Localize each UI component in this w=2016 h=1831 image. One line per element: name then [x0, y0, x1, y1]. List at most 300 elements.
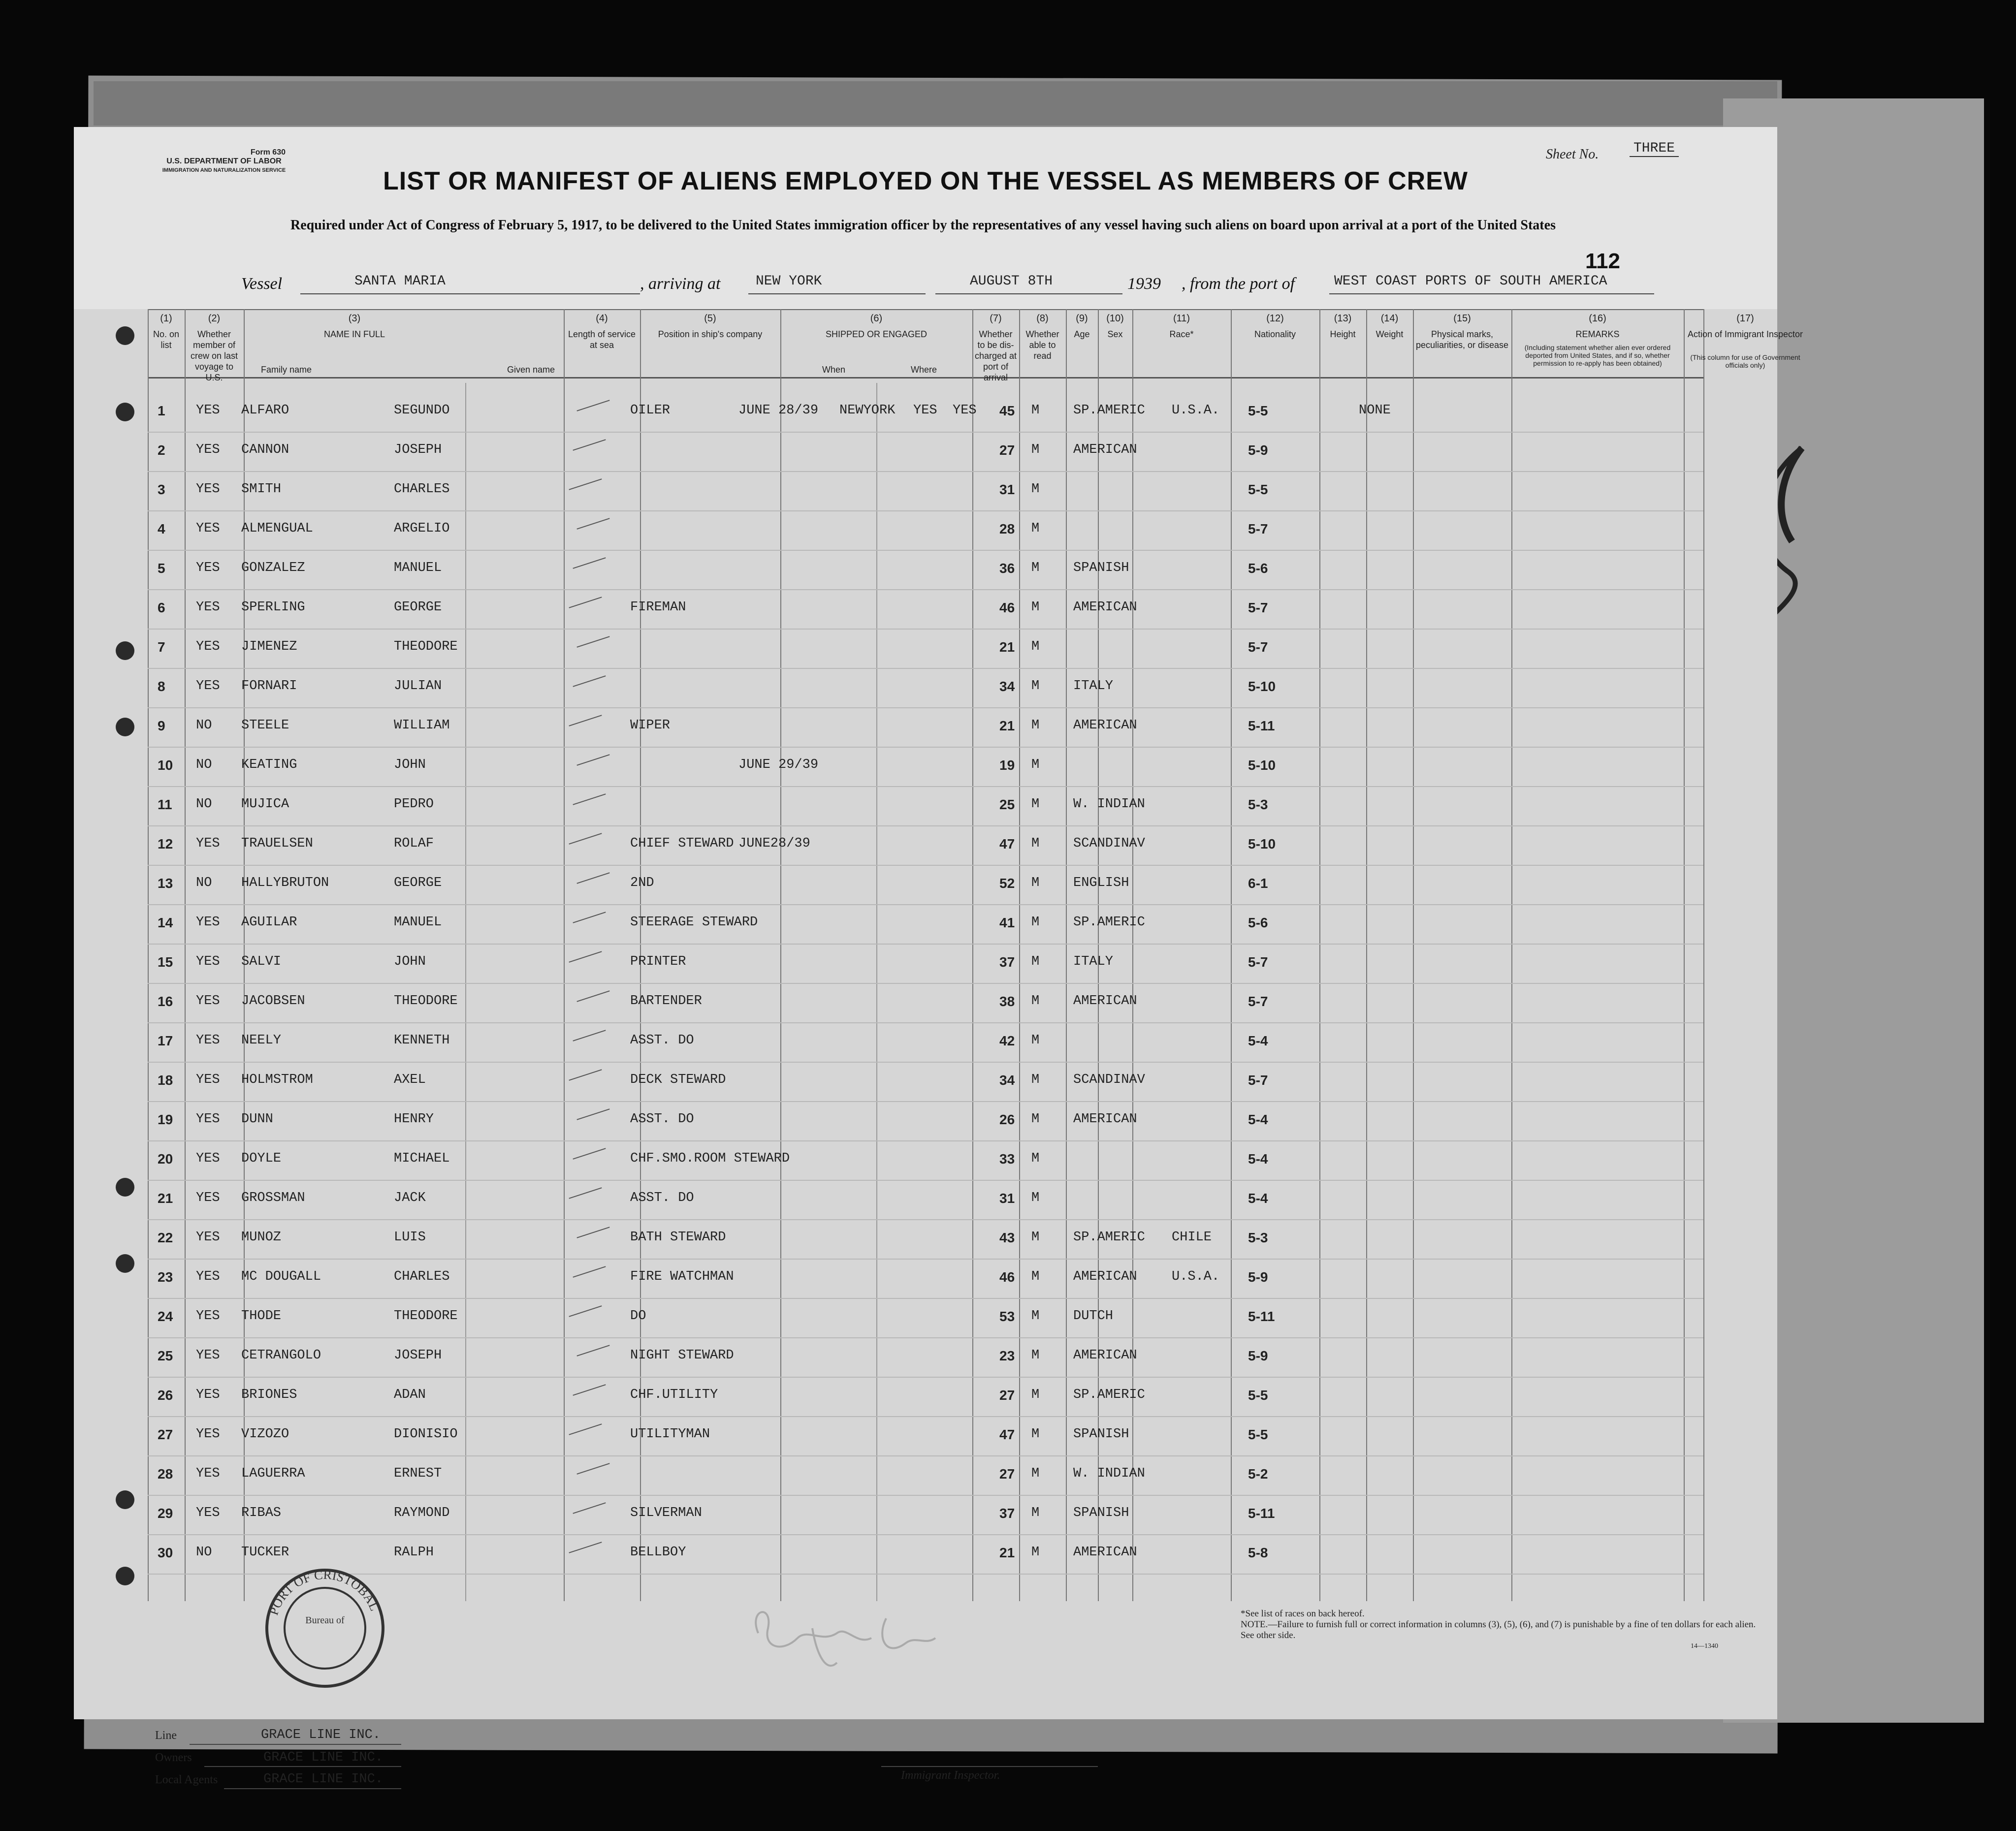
position: BATH STEWARD — [630, 1230, 726, 1245]
punch-hole — [116, 403, 134, 421]
check-mark — [569, 1542, 602, 1553]
page-title: LIST OR MANIFEST OF ALIENS EMPLOYED ON THE VESSEL AS MEMBERS OF CREW — [383, 167, 1468, 195]
row-number: 13 — [158, 876, 173, 891]
column-divider — [185, 309, 186, 1601]
sex: M — [1031, 1427, 1040, 1442]
check-mark — [573, 793, 606, 805]
check-mark — [569, 1305, 602, 1317]
sex: M — [1031, 1230, 1040, 1245]
row-number: 22 — [158, 1230, 173, 1245]
row-divider — [148, 1259, 1703, 1260]
height: 5-9 — [1248, 1269, 1268, 1285]
previous-voyage: NO — [196, 797, 212, 812]
family-name: DUNN — [241, 1112, 273, 1127]
service-name: IMMIGRATION AND NATURALIZATION SERVICE — [162, 167, 286, 173]
svg-text:PORT OF CRISTOBAL — [266, 1568, 382, 1617]
previous-voyage: YES — [196, 836, 220, 851]
sex: M — [1031, 994, 1040, 1009]
height: 5-7 — [1248, 1073, 1268, 1088]
column-divider — [564, 309, 565, 1601]
previous-voyage: YES — [196, 521, 220, 536]
row-number: 16 — [158, 994, 173, 1009]
previous-voyage: YES — [196, 1073, 220, 1087]
race: ITALY — [1073, 954, 1114, 969]
column-number: (8) — [1036, 313, 1049, 324]
row-number: 30 — [158, 1545, 173, 1560]
previous-voyage: YES — [196, 954, 220, 969]
check-mark — [576, 636, 609, 648]
row-number: 17 — [158, 1033, 173, 1048]
height: 5-4 — [1248, 1112, 1268, 1127]
remarks-note: (Including statement whether alien ever ordered deported from United States, and if so, whether permission to re-apply has been obtained) — [1524, 344, 1671, 367]
row-number: 4 — [158, 521, 165, 537]
races-note: *See list of races on back hereof. — [1241, 1609, 1365, 1619]
check-mark — [573, 1030, 606, 1042]
fine-note: NOTE.—Failure to furnish full or correct information in columns (3), (5), (6), and (7) is punishable by a fine of ten dollars for each alien. See other side. — [1241, 1619, 1756, 1641]
column-number: (11) — [1173, 313, 1190, 324]
sex: M — [1031, 1545, 1040, 1560]
column-header: Action of Immigrant Inspector — [1687, 329, 1803, 339]
column-number: (16) — [1589, 313, 1606, 324]
height: 5-11 — [1248, 718, 1275, 733]
height: 5-5 — [1248, 403, 1268, 418]
height: 5-7 — [1248, 639, 1268, 655]
age: 47 — [999, 1427, 1015, 1442]
age: 27 — [999, 1388, 1015, 1403]
form-header — [74, 127, 1777, 309]
family-name: FORNARI — [241, 679, 297, 694]
punch-hole — [116, 641, 134, 660]
sex: M — [1031, 1033, 1040, 1048]
row-number: 15 — [158, 954, 173, 970]
position: CHF.UTILITY — [630, 1388, 718, 1402]
check-mark — [569, 715, 602, 726]
race: AMERICAN — [1073, 600, 1137, 615]
row-divider — [148, 629, 1703, 630]
given-name: MANUEL — [394, 915, 442, 930]
given-name: AXEL — [394, 1073, 426, 1087]
given-name: PEDRO — [394, 797, 434, 812]
given-name: LUIS — [394, 1230, 426, 1245]
given-name: JACK — [394, 1191, 426, 1205]
sex: M — [1031, 915, 1040, 930]
row-number: 5 — [158, 561, 165, 576]
column-header: No. on list — [153, 329, 180, 350]
position: 2ND — [630, 876, 654, 890]
nationality: U.S.A. — [1172, 403, 1220, 418]
line-label: Line — [155, 1729, 177, 1742]
previous-voyage: YES — [196, 639, 220, 654]
position: OILER — [630, 403, 671, 418]
line-value: GRACE LINE INC. — [261, 1728, 381, 1742]
age: 38 — [999, 994, 1015, 1009]
sex: M — [1031, 1112, 1040, 1127]
race: SPANISH — [1073, 561, 1129, 575]
given-name: JOHN — [394, 954, 426, 969]
age: 41 — [999, 915, 1015, 930]
department-name: U.S. DEPARTMENT OF LABOR — [166, 157, 282, 165]
previous-voyage: YES — [196, 1112, 220, 1127]
previous-voyage: YES — [196, 1348, 220, 1363]
discharged: YES — [913, 403, 937, 418]
column-header: Position in ship's company — [658, 329, 763, 339]
race: SP.AMERIC — [1073, 1388, 1145, 1402]
position: DO — [630, 1309, 646, 1324]
row-number: 19 — [158, 1112, 173, 1127]
height: 5-9 — [1248, 1348, 1268, 1363]
check-mark — [573, 439, 606, 451]
given-name: ADAN — [394, 1388, 426, 1402]
age: 52 — [999, 876, 1015, 891]
height: 5-11 — [1248, 1309, 1275, 1324]
previous-voyage: YES — [196, 1151, 220, 1166]
shipped-where: NEWYORK — [839, 403, 896, 418]
from-label: , from the port of — [1182, 275, 1295, 293]
from-port-underline — [1329, 293, 1654, 294]
age: 23 — [999, 1348, 1015, 1363]
sex: M — [1031, 482, 1040, 497]
punch-hole — [116, 1490, 134, 1509]
owners-value: GRACE LINE INC. — [263, 1750, 384, 1765]
family-name: LAGUERRA — [241, 1466, 305, 1481]
given-name: DIONISIO — [394, 1427, 458, 1442]
age: 47 — [999, 836, 1015, 852]
agents-underline — [224, 1788, 401, 1789]
height: 5-10 — [1248, 679, 1276, 694]
sex: M — [1031, 954, 1040, 969]
column-divider — [1703, 309, 1704, 1601]
age: 31 — [999, 482, 1015, 497]
family-name: ALFARO — [241, 403, 289, 418]
check-mark — [573, 1502, 606, 1514]
check-mark — [569, 833, 602, 845]
previous-voyage: YES — [196, 1506, 220, 1520]
race: ENGLISH — [1073, 876, 1129, 890]
position: PRINTER — [630, 954, 686, 969]
footnote — [1241, 1609, 1758, 1652]
row-divider — [148, 983, 1703, 984]
family-name: HALLYBRUTON — [241, 876, 329, 890]
family-name: THODE — [241, 1309, 282, 1324]
previous-voyage: YES — [196, 1033, 220, 1048]
check-mark — [569, 1187, 602, 1199]
race: DUTCH — [1073, 1309, 1114, 1324]
family-name: GONZALEZ — [241, 561, 305, 575]
column-header: SHIPPED OR ENGAGED — [825, 329, 928, 339]
age: 34 — [999, 679, 1015, 694]
height: 5-8 — [1248, 1545, 1268, 1560]
manifest-sheet — [74, 127, 1803, 1787]
check-mark — [569, 478, 602, 490]
physical-marks: NONE — [1359, 403, 1391, 418]
owners-label: Owners — [155, 1751, 192, 1764]
given-name: KENNETH — [394, 1033, 450, 1048]
shipped-when: JUNE28/39 — [738, 836, 810, 851]
family-name: STEELE — [241, 718, 289, 733]
column-header: Length of service at sea — [568, 329, 636, 350]
column-header: Nationality — [1254, 329, 1296, 339]
agents-label: Local Agents — [155, 1773, 218, 1786]
column-number: (15) — [1453, 313, 1471, 324]
position: CHIEF STEWARD — [630, 836, 734, 851]
height: 5-5 — [1248, 482, 1268, 497]
check-mark — [573, 1384, 606, 1396]
inspector-underline — [881, 1766, 1098, 1767]
stamp-text: PORT OF CRISTOBAL — [266, 1567, 382, 1617]
stamp-inner-text: Bureau of — [305, 1615, 345, 1626]
family-name: SMITH — [241, 482, 282, 497]
punch-hole — [116, 1254, 134, 1273]
age: 36 — [999, 561, 1015, 576]
position: BELLBOY — [630, 1545, 686, 1560]
given-name: ARGELIO — [394, 521, 450, 536]
height: 5-4 — [1248, 1033, 1268, 1048]
when-where-divider — [876, 383, 877, 1601]
column-divider — [148, 309, 149, 1601]
owners-underline — [204, 1766, 401, 1767]
race: AMERICAN — [1073, 1348, 1137, 1363]
height: 5-11 — [1248, 1506, 1275, 1521]
previous-voyage: YES — [196, 915, 220, 930]
row-number: 29 — [158, 1506, 173, 1521]
given-name: ERNEST — [394, 1466, 442, 1481]
row-divider — [148, 1298, 1703, 1299]
position: SILVERMAN — [630, 1506, 702, 1520]
arriving-label: , arriving at — [640, 275, 721, 293]
column-header: Whether member of crew on last voyage to U.S. — [190, 329, 238, 382]
sex: M — [1031, 1151, 1040, 1166]
sex: M — [1031, 1388, 1040, 1402]
column-header: Height — [1330, 329, 1356, 339]
race: SPANISH — [1073, 1427, 1129, 1442]
given-name: RAYMOND — [394, 1506, 450, 1520]
age: 42 — [999, 1033, 1015, 1048]
race: AMERICAN — [1073, 1269, 1137, 1284]
family-name: MUNOZ — [241, 1230, 282, 1245]
check-mark — [569, 1423, 602, 1435]
form-code: 14—1340 — [1691, 1642, 1718, 1650]
row-number: 7 — [158, 639, 165, 655]
row-number: 8 — [158, 679, 165, 694]
age: 31 — [999, 1191, 1015, 1206]
previous-voyage: YES — [196, 1427, 220, 1442]
given-name: RALPH — [394, 1545, 434, 1560]
column-number: (14) — [1380, 313, 1399, 324]
column-header: Physical marks, peculiarities, or disease — [1415, 329, 1509, 350]
given-name: JOSEPH — [394, 1348, 442, 1363]
inspector-label: Immigrant Inspector. — [901, 1769, 1000, 1782]
sex: M — [1031, 639, 1040, 654]
row-divider — [148, 707, 1703, 708]
family-name: TRAUELSEN — [241, 836, 313, 851]
race: SPANISH — [1073, 1506, 1129, 1520]
column-header: Race* — [1169, 329, 1194, 339]
height: 5-6 — [1248, 561, 1268, 576]
age: 28 — [999, 521, 1015, 537]
check-mark — [569, 597, 602, 608]
column-header: Whether to be dis-charged at port of arrival — [974, 329, 1017, 382]
column-header: NAME IN FULL — [323, 329, 385, 339]
vessel-label: Vessel — [241, 275, 283, 293]
previous-voyage: YES — [196, 403, 220, 418]
row-number: 1 — [158, 403, 165, 418]
family-name: JACOBSEN — [241, 994, 305, 1009]
column-number: (5) — [704, 313, 716, 324]
sex: M — [1031, 679, 1040, 694]
page-number: 112 — [1585, 249, 1620, 273]
row-number: 9 — [158, 718, 165, 733]
family-name-header: Family name — [261, 365, 312, 375]
position: STEERAGE STEWARD — [630, 915, 758, 930]
height: 5-4 — [1248, 1191, 1268, 1206]
position: BARTENDER — [630, 994, 702, 1009]
row-divider — [148, 432, 1703, 433]
race: SCANDINAV — [1073, 836, 1145, 851]
where-header: Where — [911, 365, 937, 375]
family-name: ALMENGUAL — [241, 521, 313, 536]
from-port: WEST COAST PORTS OF SOUTH AMERICA — [1334, 274, 1607, 289]
position: ASST. DO — [630, 1033, 694, 1048]
age: 43 — [999, 1230, 1015, 1245]
position: WIPER — [630, 718, 671, 733]
family-name: HOLMSTROM — [241, 1073, 313, 1087]
height: 5-4 — [1248, 1151, 1268, 1167]
check-mark — [576, 1227, 609, 1238]
row-number: 20 — [158, 1151, 173, 1167]
row-divider — [148, 865, 1703, 866]
sheet-number-label: Sheet No. — [1546, 147, 1599, 162]
height: 5-10 — [1248, 758, 1276, 773]
column-number: (3) — [348, 313, 361, 324]
age: 25 — [999, 797, 1015, 812]
row-divider — [148, 747, 1703, 748]
family-name: TUCKER — [241, 1545, 289, 1560]
sex: M — [1031, 1506, 1040, 1520]
given-name: CHARLES — [394, 1269, 450, 1284]
port-stamp — [261, 1564, 389, 1692]
punch-hole — [116, 718, 134, 736]
given-name: THEODORE — [394, 994, 458, 1009]
race: W. INDIAN — [1073, 797, 1145, 812]
given-name: THEODORE — [394, 1309, 458, 1324]
row-divider — [148, 1455, 1703, 1456]
column-header: Whether able to read — [1025, 329, 1059, 361]
height: 6-1 — [1248, 876, 1268, 891]
check-mark — [576, 1463, 609, 1475]
family-name: GROSSMAN — [241, 1191, 305, 1205]
shipped-when: JUNE 28/39 — [738, 403, 819, 418]
sex: M — [1031, 561, 1040, 575]
inspector-signature — [738, 1599, 970, 1677]
family-name: SALVI — [241, 954, 282, 969]
height: 5-2 — [1248, 1466, 1268, 1482]
sex: M — [1031, 1269, 1040, 1284]
given-name: GEORGE — [394, 600, 442, 615]
row-number: 6 — [158, 600, 165, 615]
column-number: (10) — [1106, 313, 1124, 324]
row-divider — [148, 471, 1703, 472]
position: FIREMAN — [630, 600, 686, 615]
family-name: VIZOZO — [241, 1427, 289, 1442]
agents-value: GRACE LINE INC. — [263, 1772, 384, 1787]
check-mark — [576, 1345, 609, 1357]
given-name: ROLAF — [394, 836, 434, 851]
column-divider — [1319, 309, 1320, 1601]
check-mark — [573, 912, 606, 923]
row-number: 11 — [158, 797, 172, 812]
arrival-year: 1939 — [1127, 275, 1161, 293]
age: 21 — [999, 718, 1015, 733]
column-number: (7) — [990, 313, 1002, 324]
column-number: (4) — [596, 313, 608, 324]
column-number: (6) — [870, 313, 883, 324]
check-mark — [569, 951, 602, 963]
height: 5-7 — [1248, 600, 1268, 615]
previous-voyage: YES — [196, 1269, 220, 1284]
sex: M — [1031, 600, 1040, 615]
race: AMERICAN — [1073, 994, 1137, 1009]
sex: M — [1031, 718, 1040, 733]
family-name: RIBAS — [241, 1506, 282, 1520]
row-number: 14 — [158, 915, 173, 930]
row-number: 2 — [158, 442, 165, 458]
column-divider — [1413, 309, 1414, 1601]
height: 5-3 — [1248, 1230, 1268, 1245]
sex: M — [1031, 1073, 1040, 1087]
previous-voyage: NO — [196, 1545, 212, 1560]
vessel-name: SANTA MARIA — [354, 274, 446, 289]
row-divider — [148, 589, 1703, 590]
given-name: JOHN — [394, 758, 426, 772]
row-divider — [148, 1022, 1703, 1023]
sex: M — [1031, 1191, 1040, 1205]
height: 5-5 — [1248, 1388, 1268, 1403]
age: 46 — [999, 1269, 1015, 1285]
check-mark — [576, 754, 609, 766]
previous-voyage: YES — [196, 679, 220, 694]
family-name: MC DOUGALL — [241, 1269, 321, 1284]
given-name: JOSEPH — [394, 442, 442, 457]
previous-voyage: NO — [196, 876, 212, 890]
position: CHF.SMO.ROOM STEWARD — [630, 1151, 790, 1166]
family-name: KEATING — [241, 758, 297, 772]
given-name: CHARLES — [394, 482, 450, 497]
given-name: HENRY — [394, 1112, 434, 1127]
family-name: CANNON — [241, 442, 289, 457]
row-number: 21 — [158, 1191, 173, 1206]
sex: M — [1031, 836, 1040, 851]
age: 33 — [999, 1151, 1015, 1167]
column-divider — [1066, 309, 1067, 1601]
punch-hole — [116, 326, 134, 345]
check-mark — [576, 518, 609, 530]
race: SCANDINAV — [1073, 1073, 1145, 1087]
sex: M — [1031, 1309, 1040, 1324]
port-underline — [748, 293, 926, 294]
family-name: AGUILAR — [241, 915, 297, 930]
sex: M — [1031, 876, 1040, 890]
sex: M — [1031, 1348, 1040, 1363]
race: AMERICAN — [1073, 718, 1137, 733]
sex: M — [1031, 442, 1040, 457]
nationality: U.S.A. — [1172, 1269, 1220, 1284]
row-divider — [148, 825, 1703, 826]
age: 37 — [999, 954, 1015, 970]
row-divider — [148, 1062, 1703, 1063]
row-number: 24 — [158, 1309, 173, 1324]
race: SP.AMERIC — [1073, 915, 1145, 930]
family-name: BRIONES — [241, 1388, 297, 1402]
